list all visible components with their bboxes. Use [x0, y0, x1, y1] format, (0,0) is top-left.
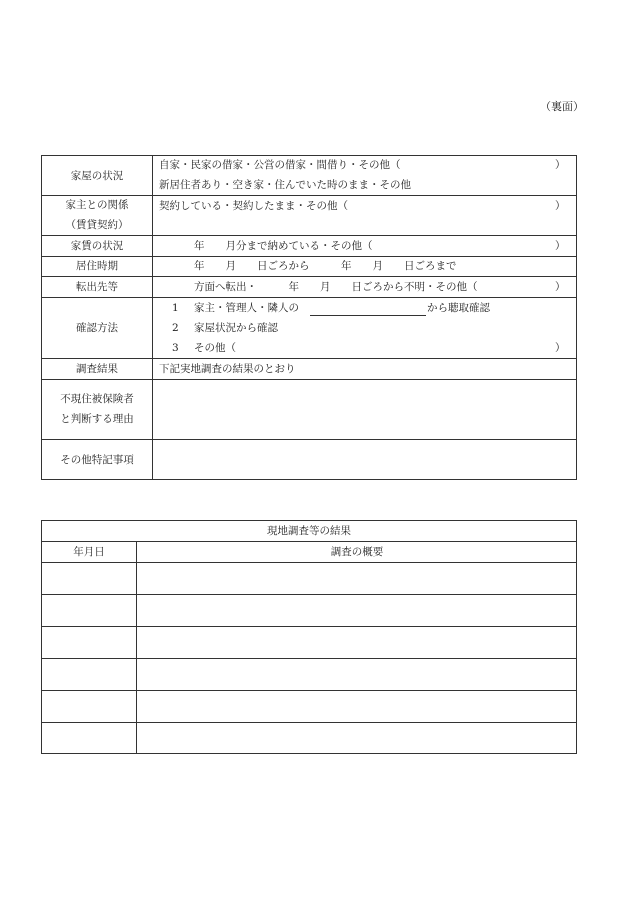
- landlord-relation-options: 契約している・契約したまま・その他（: [159, 200, 348, 212]
- survey-date-cell[interactable]: [42, 659, 136, 690]
- table-row: [42, 595, 576, 627]
- residence-period-text: 年 月 日ごろから 年 月 日ごろまで: [194, 260, 457, 272]
- non-resident-reason-field[interactable]: [159, 386, 569, 432]
- row-label-non-resident-reason: 不現住被保険者: [60, 393, 134, 405]
- paren-close: ）: [555, 342, 566, 354]
- survey-summary-cell[interactable]: [142, 627, 572, 658]
- row-label-lease-contract: （賃貸契約）: [65, 219, 129, 231]
- row-label-landlord-relation: 家主との関係: [65, 199, 129, 211]
- row-label-moved-to: 転出先等: [76, 281, 118, 293]
- survey-date-cell[interactable]: [42, 563, 136, 594]
- survey-date-cell[interactable]: [42, 691, 136, 722]
- survey-date-cell[interactable]: [42, 595, 136, 626]
- method-1-text: 家主・管理人・隣人の: [194, 302, 299, 314]
- row-label-other-notes: その他特記事項: [60, 454, 134, 466]
- row-divider: [42, 256, 576, 257]
- survey-table-title: 現地調査等の結果: [267, 525, 351, 537]
- household-status-form: [41, 155, 577, 480]
- survey-summary-cell[interactable]: [142, 563, 572, 594]
- row-divider: [42, 358, 576, 359]
- column-header-summary: 調査の概要: [330, 546, 384, 558]
- method-1-suffix: から聴取確認: [427, 302, 490, 314]
- rent-status-options: 年 月分まで納めている・その他（: [194, 240, 373, 252]
- survey-date-cell[interactable]: [42, 627, 136, 658]
- survey-result-text: 下記実地調査の結果のとおり: [159, 363, 296, 375]
- row-divider: [42, 439, 576, 440]
- method-1-blank-line: [310, 315, 426, 316]
- column-header-date: 年月日: [73, 546, 105, 558]
- row-label-residence-period: 居住時期: [76, 260, 118, 272]
- paren-close: ）: [555, 240, 566, 252]
- survey-summary-cell[interactable]: [142, 723, 572, 753]
- table-row: [42, 659, 576, 691]
- survey-summary-cell[interactable]: [142, 595, 572, 626]
- other-notes-field[interactable]: [159, 444, 569, 476]
- table-row: [42, 691, 576, 723]
- method-2-text: 家屋状況から確認: [194, 322, 278, 334]
- table-row: [42, 723, 576, 753]
- row-divider: [42, 379, 576, 380]
- paren-close: ）: [555, 159, 566, 171]
- method-3-number: 3: [172, 342, 179, 354]
- column-divider: [152, 156, 153, 479]
- method-2-number: 2: [172, 322, 179, 334]
- table-row: [42, 563, 576, 595]
- survey-summary-cell[interactable]: [142, 659, 572, 690]
- row-label-non-resident-reason-2: と判断する理由: [60, 413, 134, 425]
- survey-date-cell[interactable]: [42, 723, 136, 753]
- paren-close: ）: [555, 281, 566, 293]
- method-3-text: その他（: [194, 342, 236, 354]
- row-label-confirmation-method: 確認方法: [76, 322, 118, 334]
- row-label-rent-status: 家賃の状況: [70, 240, 124, 252]
- row-divider: [42, 235, 576, 236]
- table-row: [42, 627, 576, 659]
- row-divider: [42, 297, 576, 298]
- survey-summary-cell[interactable]: [142, 691, 572, 722]
- row-label-house-status: 家屋の状況: [70, 170, 124, 182]
- house-status-options-line2: 新居住者あり・空き家・住んでいた時のまま・その他: [159, 179, 411, 191]
- row-divider: [42, 195, 576, 196]
- row-label-survey-result: 調査結果: [76, 363, 118, 375]
- method-1-number: 1: [172, 302, 179, 314]
- row-divider: [42, 276, 576, 277]
- moved-to-text: 方面へ転出・ 年 月 日ごろから不明・その他（: [194, 281, 478, 293]
- row-divider: [42, 541, 576, 542]
- survey-results-table: [41, 520, 577, 754]
- paren-close: ）: [555, 200, 566, 212]
- page-side-label: （裏面）: [540, 100, 584, 113]
- house-status-options-line1: 自家・民家の借家・公営の借家・間借り・その他（: [159, 159, 401, 171]
